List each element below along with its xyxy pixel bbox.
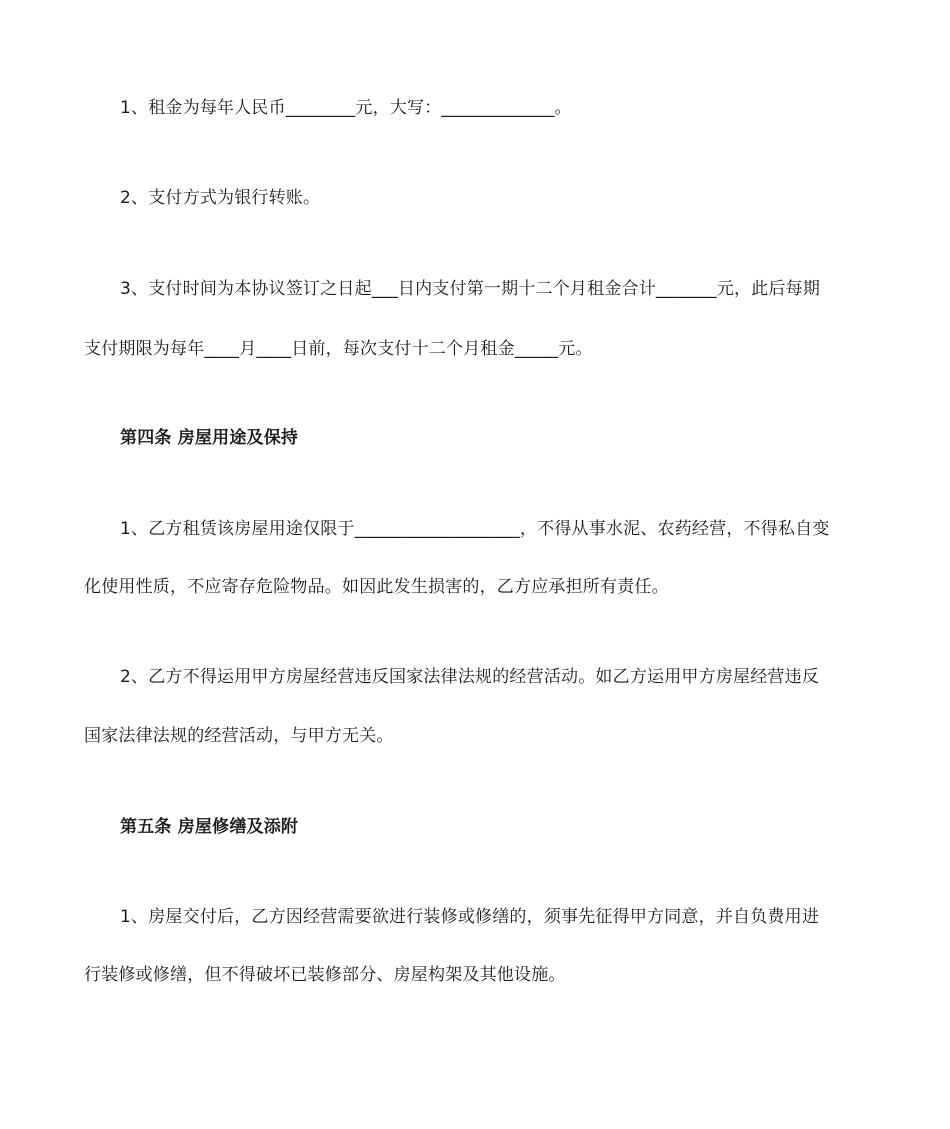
renovation-clause-line2: 行装修或修缮，但不得破坏已装修部分、房屋构架及其他设施。 — [84, 965, 566, 985]
payment-time-clause-line1: 3、支付时间为本协议签订之日起___日内支付第一期十二个月租金合计_______元，此后每期 — [120, 279, 821, 299]
illegal-use-clause-line2: 国家法律法规的经营活动，与甲方无关。 — [84, 726, 394, 746]
payment-time-clause-line2: 支付期限为每年____月____日前，每次支付十二个月租金_____元。 — [84, 339, 593, 359]
payment-method-clause: 2、支付方式为银行转账。 — [120, 188, 321, 208]
article-five-heading: 第五条 房屋修缮及添附 — [120, 817, 299, 837]
article-four-heading: 第四条 房屋用途及保持 — [120, 428, 299, 448]
renovation-clause-line1: 1、房屋交付后，乙方因经营需要欲进行装修或修缮的，须事先征得甲方同意，并自负费用进 — [120, 907, 820, 927]
usage-clause-line2: 化使用性质，不应寄存危险物品。如因此发生损害的，乙方应承担所有责任。 — [84, 577, 669, 597]
usage-clause-line1: 1、乙方租赁该房屋用途仅限于___________________，不得从事水泥、农药经营，不得私自变 — [120, 519, 830, 539]
illegal-use-clause-line1: 2、乙方不得运用甲方房屋经营违反国家法律法规的经营活动。如乙方运用甲方房屋经营违反 — [120, 667, 820, 687]
rent-amount-clause: 1、租金为每年人民币________元，大写：_____________。 — [120, 98, 572, 118]
